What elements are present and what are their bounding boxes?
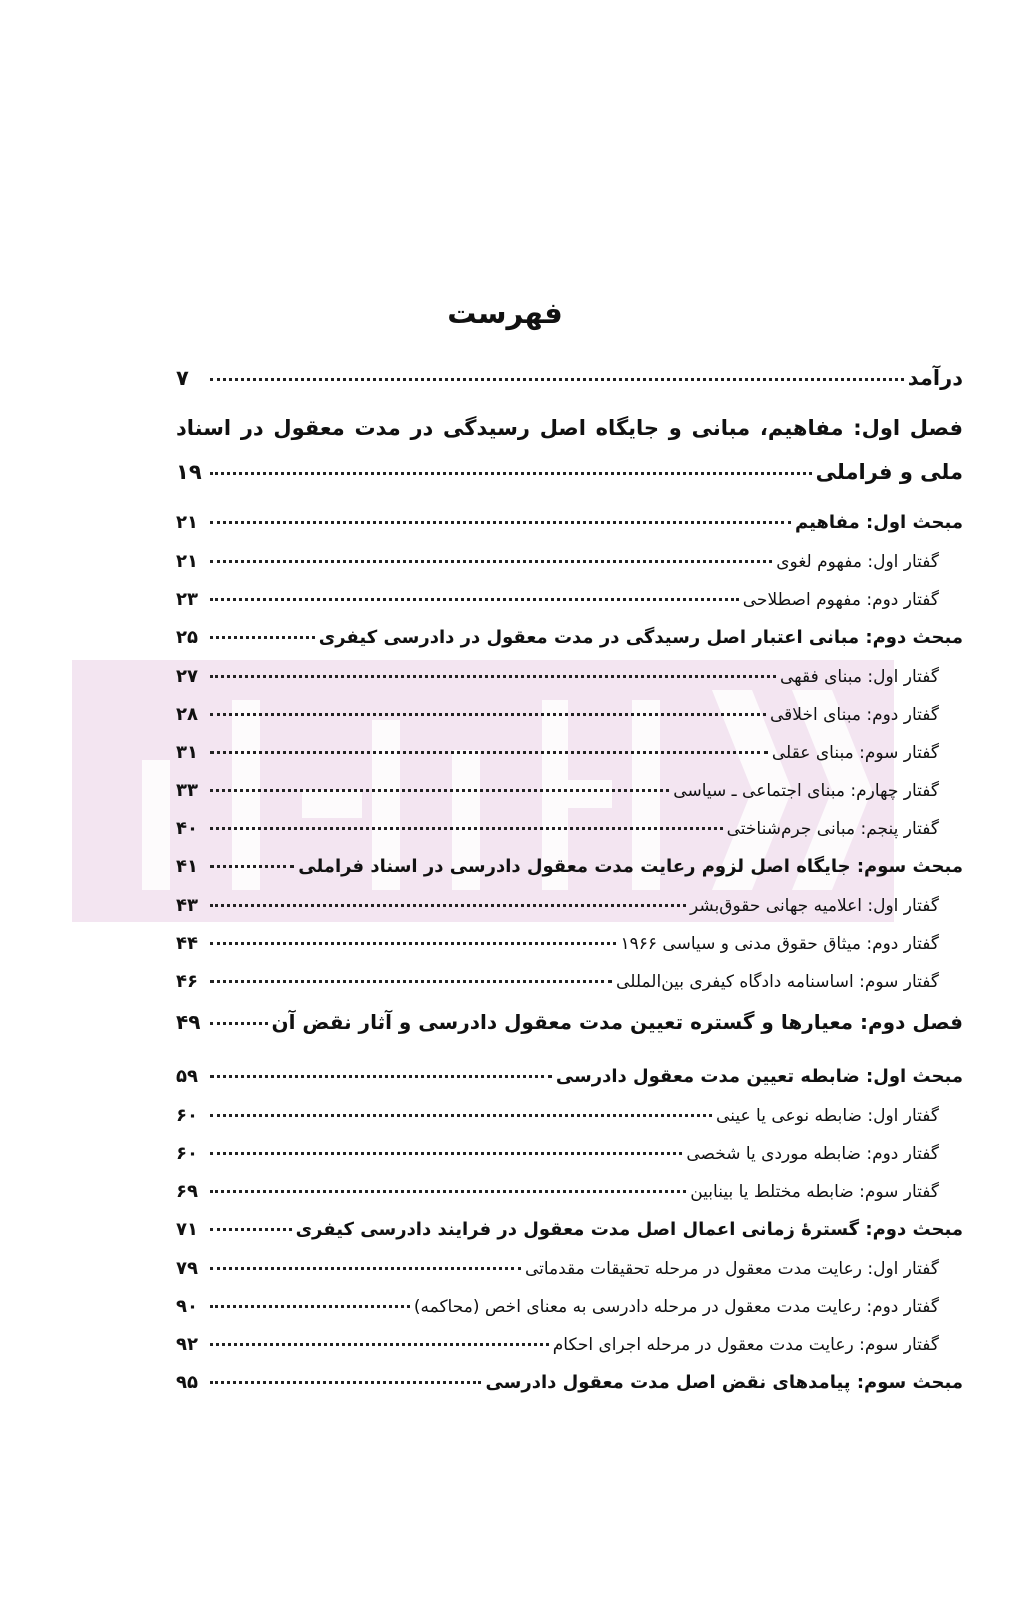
toc-page-number: ۲۸ (176, 704, 198, 725)
toc-label: گفتار اول: رعایت مدت معقول در مرحله تحقیقات مقدماتی (524, 1259, 939, 1279)
toc-page-number: ۴۰ (176, 818, 198, 839)
toc-entry-section[interactable] (176, 512, 963, 542)
toc-label: گفتار چهارم: مبنای اجتماعی ـ سیاسی (673, 781, 939, 801)
leader-dots (210, 1305, 410, 1308)
toc-label: مبحث سوم: جایگاه اصل لزوم رعایت مدت معقول دادرسی در اسناد فراملی (298, 856, 963, 877)
toc-page-number: ۹۵ (176, 1372, 198, 1393)
leader-dots (210, 521, 791, 524)
leader-dots (210, 472, 812, 475)
toc-entry-subsection[interactable] (176, 1105, 963, 1134)
toc-entry-subsection[interactable] (176, 589, 963, 618)
leader-dots (210, 865, 294, 868)
toc-page-number: ۷۱ (176, 1219, 198, 1240)
toc-entry-subsection[interactable] (176, 742, 963, 771)
toc-page-number: ۲۱ (176, 512, 198, 533)
toc-label: گفتار سوم: ضابطه مختلط یا بینابین (690, 1182, 939, 1202)
toc-label: درآمد (907, 366, 963, 390)
leader-dots (210, 713, 766, 716)
toc-entry-chapter-1[interactable] (176, 460, 963, 490)
leader-dots (210, 1228, 292, 1231)
leader-dots (210, 560, 772, 563)
leader-dots (210, 789, 669, 792)
leader-dots (210, 378, 904, 381)
toc-page-number: ۴۱ (176, 856, 198, 877)
toc-label: گفتار دوم: ضابطه موردی یا شخصی (686, 1144, 939, 1164)
toc-label: ملی و فراملی (815, 460, 963, 484)
leader-dots (210, 1022, 268, 1025)
leader-dots (210, 904, 686, 907)
toc-entry-chapter-1-line-1[interactable]: فصل اول: مفاهیم، مبانی و جایگاه اصل رسیدگی در مدت معقول در اسناد (176, 416, 963, 440)
page-title: فهرست (447, 296, 563, 330)
toc-label: مبحث اول: مفاهیم (794, 512, 963, 533)
toc-entry-subsection[interactable] (176, 933, 963, 962)
toc-page-number: ۳۳ (176, 780, 198, 801)
toc-page-number: ۴۹ (176, 1010, 201, 1034)
toc-entry-subsection[interactable] (176, 1258, 963, 1287)
toc-page-number: ۴۳ (176, 895, 198, 916)
toc-entry-subsection[interactable] (176, 1334, 963, 1363)
toc-entry-subsection[interactable] (176, 1296, 963, 1325)
toc-page-number: ۳۱ (176, 742, 198, 763)
leader-dots (210, 1343, 549, 1346)
toc-label: گفتار پنجم: مبانی جرم‌شناختی (726, 819, 939, 839)
toc-page-number: ۹۰ (176, 1296, 198, 1317)
leader-dots (210, 1267, 521, 1270)
toc-page-number: ۶۰ (176, 1143, 198, 1164)
toc-entry-subsection[interactable] (176, 780, 963, 809)
toc-label: گفتار اول: مبنای فقهی (779, 667, 939, 687)
toc-entry-intro[interactable] (176, 366, 963, 390)
toc-entry-section[interactable] (176, 856, 963, 886)
leader-dots (210, 598, 739, 601)
toc-entry-chapter-2[interactable] (176, 1010, 963, 1040)
toc-label: گفتار دوم: رعایت مدت معقول در مرحله دادرسی به معنای اخص (محاکمه) (413, 1297, 939, 1317)
table-of-contents (176, 366, 963, 1411)
toc-entry-subsection[interactable] (176, 704, 963, 733)
toc-label: مبحث دوم: مبانی اعتبار اصل رسیدگی در مدت معقول در دادرسی کیفری (318, 627, 963, 648)
toc-label: گفتار دوم: مبنای اخلاقی (770, 705, 939, 725)
toc-label: گفتار دوم: میثاق حقوق مدنی و سیاسی ۱۹۶۶ (620, 934, 939, 954)
toc-page-number: ۶۰ (176, 1105, 198, 1126)
leader-dots (210, 980, 612, 983)
toc-entry-subsection[interactable] (176, 666, 963, 695)
toc-page-number: ۲۵ (176, 627, 198, 648)
toc-label: گفتار دوم: مفهوم اصطلاحی (742, 590, 939, 610)
toc-page-number: ۵۹ (176, 1066, 198, 1087)
toc-page-number: ۲۷ (176, 666, 198, 687)
toc-page-number: ۴۴ (176, 933, 198, 954)
toc-label: گفتار اول: ضابطه نوعی یا عینی (716, 1106, 939, 1126)
toc-entry-subsection[interactable] (176, 551, 963, 580)
leader-dots (210, 636, 315, 639)
toc-entry-section[interactable] (176, 627, 963, 657)
leader-dots (210, 942, 616, 945)
toc-label: گفتار اول: اعلامیه جهانی حقوق‌بشر (690, 896, 939, 916)
toc-entry-section[interactable] (176, 1066, 963, 1096)
toc-label: مبحث دوم: گسترهٔ زمانی اعمال اصل مدت معقول در فرایند دادرسی کیفری (295, 1219, 963, 1240)
toc-label: فصل دوم: معیارها و گستره تعیین مدت معقول دادرسی و آثار نقض آن (271, 1010, 963, 1034)
toc-label: مبحث سوم: پیامدهای نقض اصل مدت معقول دادرسی (485, 1372, 963, 1393)
toc-page-number: ۷ (176, 366, 189, 390)
toc-label: گفتار اول: مفهوم لغوی (776, 552, 939, 572)
leader-dots (210, 751, 768, 754)
leader-dots (210, 827, 723, 830)
toc-page-number: ۱۹ (176, 460, 202, 484)
toc-entry-section[interactable] (176, 1219, 963, 1249)
toc-entry-subsection[interactable] (176, 895, 963, 924)
toc-label: گفتار سوم: رعایت مدت معقول در مرحله اجرای احکام (552, 1335, 939, 1355)
toc-label: گفتار سوم: مبنای عقلی (771, 743, 939, 763)
toc-page-number: ۶۹ (176, 1181, 198, 1202)
toc-page-number: ۹۲ (176, 1334, 198, 1355)
toc-label: مبحث اول: ضابطه تعیین مدت معقول دادرسی (555, 1066, 963, 1087)
toc-entry-section[interactable] (176, 1372, 963, 1402)
leader-dots (210, 1381, 481, 1384)
leader-dots (210, 1114, 712, 1117)
toc-entry-subsection[interactable] (176, 1143, 963, 1172)
leader-dots (210, 1075, 552, 1078)
toc-page-number: ۷۹ (176, 1258, 198, 1279)
toc-page-number: ۲۱ (176, 551, 198, 572)
leader-dots (210, 1152, 682, 1155)
toc-entry-subsection[interactable] (176, 818, 963, 847)
leader-dots (210, 675, 776, 678)
toc-entry-subsection[interactable] (176, 971, 963, 1000)
leader-dots (210, 1190, 686, 1193)
toc-entry-subsection[interactable] (176, 1181, 963, 1210)
toc-page-number: ۴۶ (176, 971, 198, 992)
toc-page-number: ۲۳ (176, 589, 198, 610)
toc-label: گفتار سوم: اساسنامه دادگاه کیفری بین‌المللی (616, 972, 939, 992)
